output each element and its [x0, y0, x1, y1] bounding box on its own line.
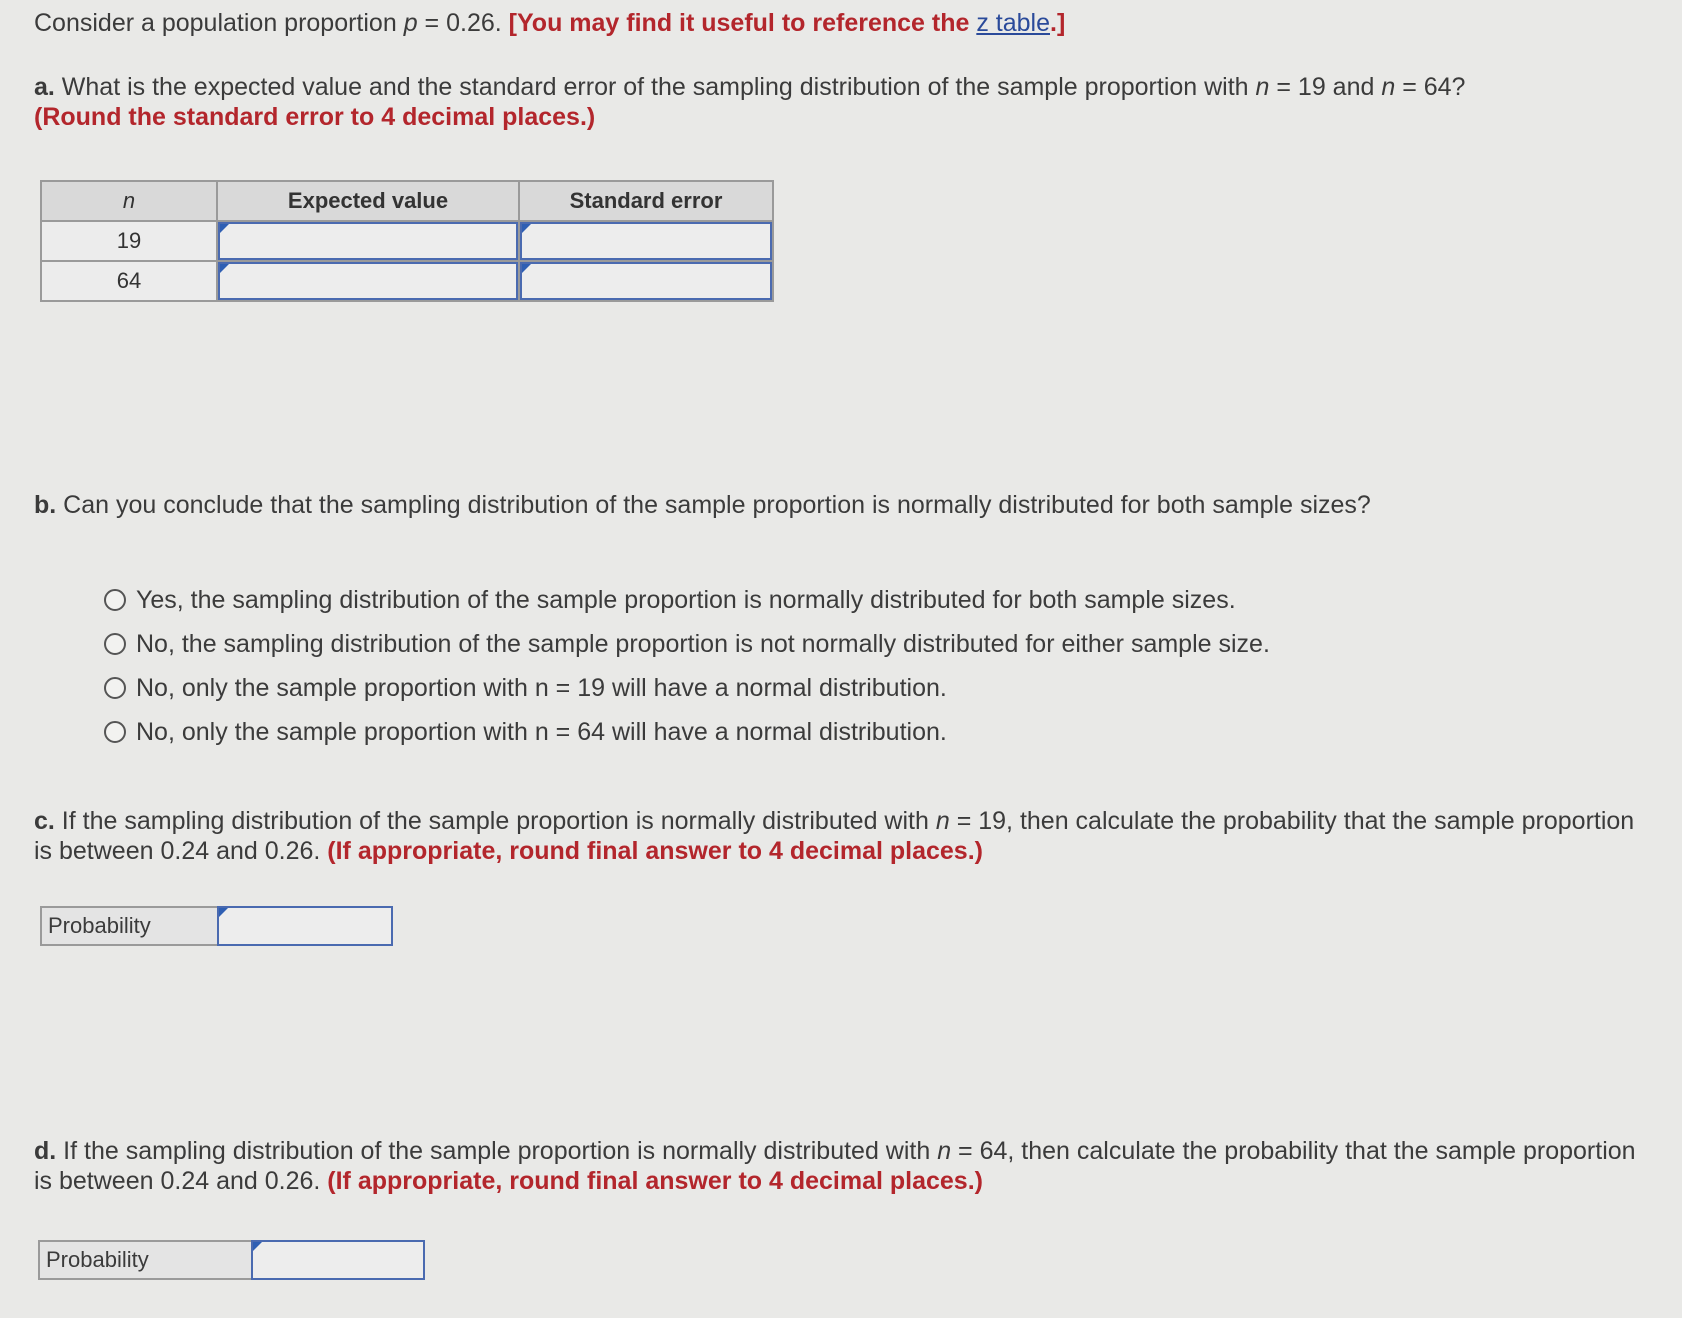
part-b-question: b. Can you conclude that the sampling distribution of the sample proportion is normally distributed for both sample sizes?: [34, 491, 1371, 519]
standard-error-input-64[interactable]: [520, 262, 772, 300]
probability-input-c[interactable]: [217, 906, 393, 946]
part-d-question: d. If the sampling distribution of the sample proportion is normally distributed with n = 64, then calculate the probability that the sample proportion is between 0.24 and 0.26. (If appropriate, round final answer to 4 decimal places.): [34, 1137, 1636, 1195]
row-n-value: 19: [41, 221, 217, 261]
standard-error-cell: [519, 261, 773, 301]
table-row: [41, 221, 773, 261]
standard-error-cell: [519, 221, 773, 261]
standard-error-input-19[interactable]: [520, 222, 772, 260]
z-table-link[interactable]: z table: [976, 9, 1050, 37]
radio-button[interactable]: [104, 677, 126, 699]
radio-option-4[interactable]: No, only the sample proportion with n = 64 will have a normal distribution.: [104, 710, 1270, 754]
expected-value-cell: [217, 261, 519, 301]
hint: [You may find it useful to reference the z table.]: [508, 9, 1066, 37]
radio-option-3[interactable]: No, only the sample proportion with n = 19 will have a normal distribution.: [104, 666, 1270, 710]
radio-option-2[interactable]: No, the sampling distribution of the sample proportion is not normally distributed for either sample size.: [104, 622, 1270, 666]
radio-option-1[interactable]: Yes, the sampling distribution of the sample proportion is normally distributed for both sample sizes.: [104, 578, 1270, 622]
expected-value-input-19[interactable]: [218, 222, 518, 260]
intro-text: Consider a population proportion p = 0.26. [You may find it useful to reference the z table.]: [34, 9, 1066, 37]
probability-input-d[interactable]: [251, 1240, 425, 1280]
radio-button[interactable]: [104, 721, 126, 743]
expected-value-cell: [217, 221, 519, 261]
probability-label: Probability: [38, 1240, 251, 1280]
header-n: n: [41, 181, 217, 221]
header-standard-error: Standard error: [519, 181, 773, 221]
table-row: [41, 261, 773, 301]
radio-button[interactable]: [104, 633, 126, 655]
row-n-value: 64: [41, 261, 217, 301]
probability-label: Probability: [40, 906, 217, 946]
expected-value-input-64[interactable]: [218, 262, 518, 300]
header-expected-value: Expected value: [217, 181, 519, 221]
part-b-options: [104, 578, 1270, 754]
radio-button[interactable]: [104, 589, 126, 611]
table-header-row: [41, 181, 773, 221]
probability-field-c: [40, 906, 393, 946]
part-a-question: a. What is the expected value and the standard error of the sampling distribution of the sample proportion with n = 19 and n = 64? (Round the standard error to 4 decimal places.): [34, 73, 1466, 131]
probability-field-d: [38, 1240, 425, 1280]
answer-table-a: [40, 180, 774, 302]
part-c-question: c. If the sampling distribution of the sample proportion is normally distributed with n = 19, then calculate the probability that the sample proportion is between 0.24 and 0.26. (If appropriate, round final answer to 4 decimal places.): [34, 807, 1635, 865]
